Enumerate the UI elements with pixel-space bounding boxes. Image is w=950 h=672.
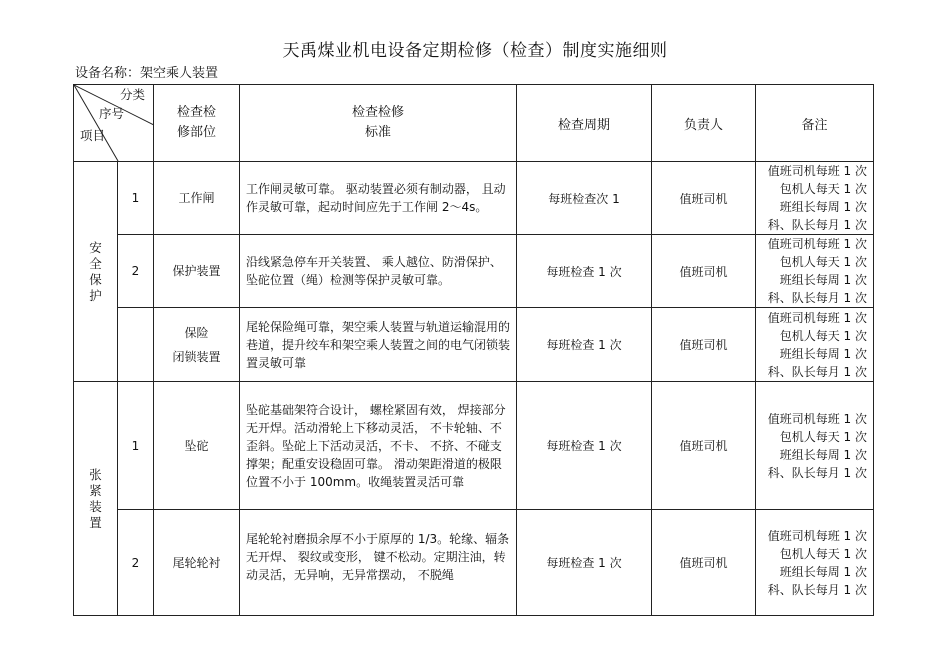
owner: 值班司机 <box>652 382 756 510</box>
row-number: 2 <box>118 235 154 308</box>
table-row <box>74 235 874 308</box>
remarks: 值班司机每班 1 次 包机人每天 1 次 班组长每周 1 次 科、队长每月 1 次 <box>756 235 874 308</box>
header-standard: 检查检修 标准 <box>240 85 517 162</box>
remarks: 值班司机每班 1 次 包机人每天 1 次 班组长每周 1 次 科、队长每月 1 次 <box>756 162 874 235</box>
check-standard: 工作闸灵敏可靠。 驱动装置必须有制动器， 且动作灵敏可靠，起动时间应先于工作闸 2～4s。 <box>240 162 517 235</box>
row-number: 1 <box>118 162 154 235</box>
header-owner: 负责人 <box>652 85 756 162</box>
table-row <box>74 162 874 235</box>
check-standard: 尾轮轮衬磨损余厚不小于原厚的 1/3。轮缘、辐条无开焊、 裂纹或变形， 键不松动。定期注油，转动灵活，无异响，无异常摆动， 不脱绳 <box>240 510 517 616</box>
owner: 值班司机 <box>652 162 756 235</box>
category-tensioning: 张 紧 装 置 <box>74 382 118 616</box>
remarks: 值班司机每班 1 次 包机人每天 1 次 班组长每周 1 次 科、队长每月 1 次 <box>756 382 874 510</box>
header-remark: 备注 <box>756 85 874 162</box>
check-part: 保护装置 <box>154 235 240 308</box>
device-name: 设备名称：架空乘人装置 <box>75 66 219 81</box>
check-period: 每班检查 1 次 <box>517 382 652 510</box>
document-title: 天禹煤业机电设备定期检修（检查）制度实施细则 <box>282 41 668 61</box>
check-part: 保险 闭锁装置 <box>154 308 240 382</box>
owner: 值班司机 <box>652 308 756 382</box>
check-part: 工作闸 <box>154 162 240 235</box>
header-period: 检查周期 <box>517 85 652 162</box>
check-period: 每班检查 1 次 <box>517 308 652 382</box>
header-fen-lei: 分类 <box>120 87 146 102</box>
check-period: 每班检查 1 次 <box>517 235 652 308</box>
check-part: 尾轮轮衬 <box>154 510 240 616</box>
remarks: 值班司机每班 1 次 包机人每天 1 次 班组长每周 1 次 科、队长每月 1 次 <box>756 510 874 616</box>
diagonal-header-cell <box>74 85 154 162</box>
row-number: 2 <box>118 510 154 616</box>
check-period: 每班检查次 1 <box>517 162 652 235</box>
category-safety: 安 全 保 护 <box>74 162 118 382</box>
header-xu-hao: 序号 <box>99 106 125 121</box>
check-part: 坠砣 <box>154 382 240 510</box>
check-standard: 沿线紧急停车开关装置、 乘人越位、防滑保护、坠砣位置（绳）检测等保护灵敏可靠。 <box>240 235 517 308</box>
owner: 值班司机 <box>652 510 756 616</box>
table-row <box>74 382 874 510</box>
table-row <box>74 308 874 382</box>
row-number: 1 <box>118 382 154 510</box>
check-standard: 坠砣基础架符合设计， 螺栓紧固有效， 焊接部分无开焊。活动滑轮上下移动灵活， 不卡轮轴、不歪斜。坠砣上下活动灵活，不卡、 不挤、不碰支撑架；配重安设稳固可靠。 滑动架距滑道的极限位置不小于 100mm。收绳装置灵活可靠 <box>240 382 517 510</box>
row-number <box>118 308 154 382</box>
inspection-table <box>73 84 874 616</box>
check-standard: 尾轮保险绳可靠，架空乘人装置与轨道运输混用的巷道，提升绞车和架空乘人装置之间的电气闭锁装置灵敏可靠 <box>240 308 517 382</box>
header-xiang-mu: 项目 <box>80 128 106 143</box>
table-row <box>74 510 874 616</box>
remarks: 值班司机每班 1 次 包机人每天 1 次 班组长每周 1 次 科、队长每月 1 次 <box>756 308 874 382</box>
owner: 值班司机 <box>652 235 756 308</box>
header-part: 检查检 修部位 <box>154 85 240 162</box>
header-row <box>74 85 874 162</box>
check-period: 每班检查 1 次 <box>517 510 652 616</box>
